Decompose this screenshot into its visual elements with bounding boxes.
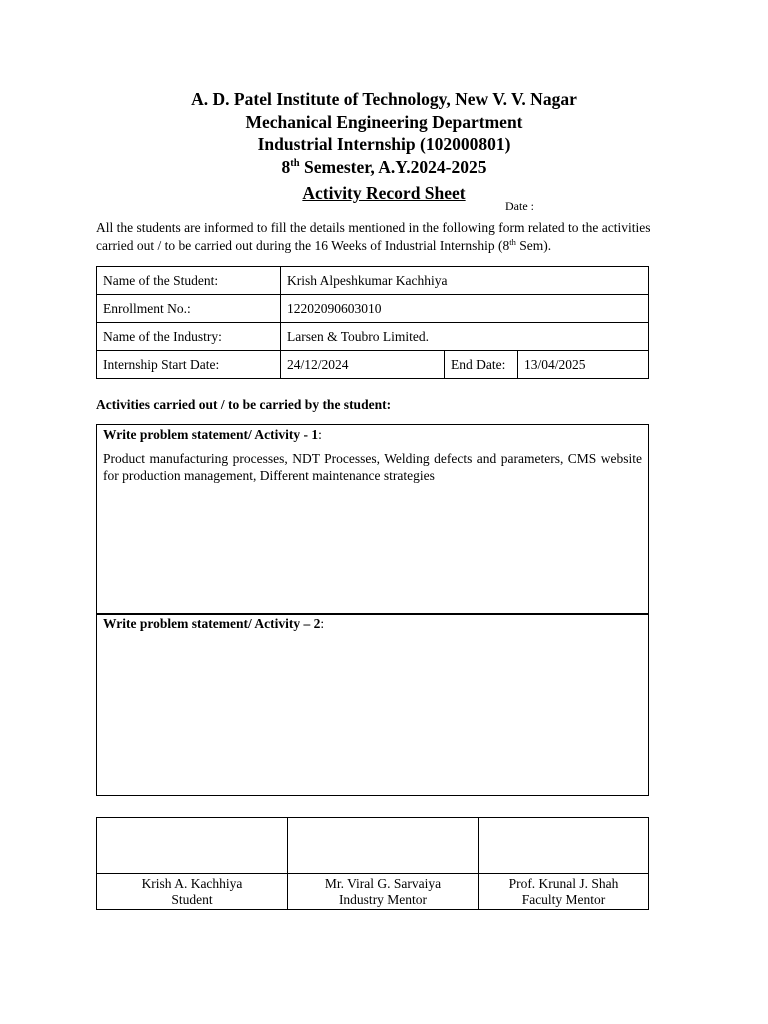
table-row	[97, 323, 649, 351]
industry-mentor-name: Mr. Viral G. Sarvaiya	[324, 875, 442, 891]
semester-year: Semester, A.Y.2024-2025	[299, 156, 487, 177]
student-info-table	[96, 266, 649, 379]
end-date-label: End Date:	[445, 351, 518, 379]
activity-1-description: Product manufacturing processes, NDT Processes, Welding defects and parameters, CMS website for production management, Different maintenance strategies	[103, 451, 642, 483]
institute-name: A. D. Patel Institute of Technology, New V. V. Nagar	[191, 89, 577, 109]
semester-suffix: th	[290, 157, 300, 169]
semester-number: 8	[281, 156, 291, 177]
activity-1-heading-text: Write problem statement/ Activity - 1	[103, 427, 319, 442]
student-role: Student	[171, 891, 213, 907]
student-signature-space	[97, 818, 288, 874]
table-row	[97, 267, 649, 295]
student-signature-cell	[97, 874, 288, 910]
activity-2-box	[96, 613, 649, 796]
semester-line	[0, 156, 768, 183]
industry-mentor-cell	[288, 874, 479, 910]
faculty-mentor-name: Prof. Krunal J. Shah	[508, 875, 619, 891]
faculty-mentor-cell	[479, 874, 649, 910]
student-name: Krish A. Kachhiya	[141, 875, 243, 891]
faculty-mentor-role: Faculty Mentor	[521, 891, 606, 907]
date-label: Date :	[505, 199, 534, 213]
intro-text: All the students are informed to fill the details mentioned in the following form related to the activities carried out / to be carried out during the 16 Weeks of Industrial Internship (8	[96, 220, 651, 253]
signature-names-row	[97, 874, 649, 910]
sheet-title: Activity Record Sheet	[302, 183, 466, 203]
intro-text-end: Sem).	[515, 238, 552, 253]
document-header	[0, 88, 768, 205]
table-row	[97, 295, 649, 323]
activity-1-heading	[97, 425, 648, 443]
student-name-value: Krish Alpeshkumar Kachhiya	[281, 267, 649, 295]
end-date-value: 13/04/2025	[518, 351, 649, 379]
activity-1-box	[96, 424, 649, 615]
signature-table	[96, 817, 649, 910]
industry-mentor-signature-space	[288, 818, 479, 874]
enrollment-value: 12202090603010	[281, 295, 649, 323]
course-name: Industrial Internship (102000801)	[257, 134, 511, 154]
industry-mentor-role: Industry Mentor	[338, 891, 428, 907]
faculty-mentor-signature-space	[479, 818, 649, 874]
intro-sup: th	[509, 237, 516, 247]
activity-2-heading-text: Write problem statement/ Activity – 2	[103, 616, 321, 631]
student-name-label: Name of the Student:	[97, 267, 281, 295]
industry-value: Larsen & Toubro Limited.	[281, 323, 649, 351]
activity-2-colon: :	[320, 616, 325, 631]
intro-paragraph	[96, 219, 686, 256]
signature-space-row	[97, 818, 649, 874]
table-row	[97, 351, 649, 379]
start-date-value: 24/12/2024	[281, 351, 445, 379]
activities-title: Activities carried out / to be carried by the student:	[96, 397, 392, 412]
department-name: Mechanical Engineering Department	[245, 111, 523, 132]
activity-2-heading	[97, 614, 648, 632]
enrollment-label: Enrollment No.:	[97, 295, 281, 323]
industry-label: Name of the Industry:	[97, 323, 281, 351]
activity-1-colon: :	[318, 427, 322, 442]
start-date-label: Internship Start Date:	[97, 351, 281, 379]
